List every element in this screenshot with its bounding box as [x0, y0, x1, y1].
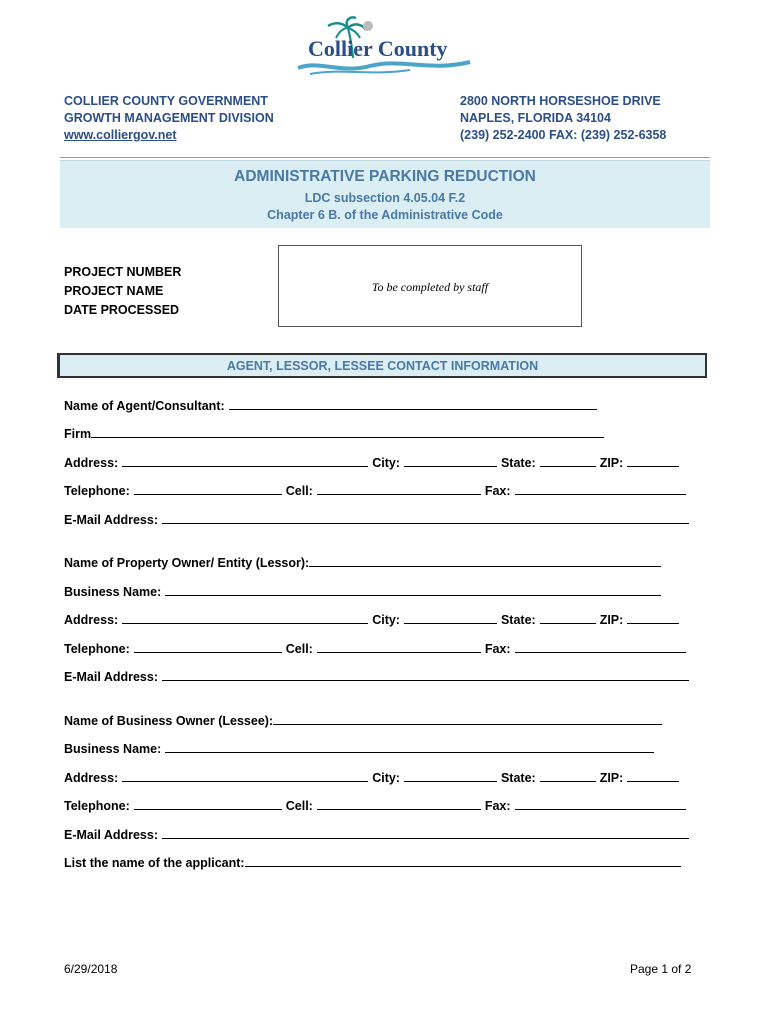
staff-box[interactable]	[278, 245, 582, 327]
header-phone: (239) 252-2400 FAX: (239) 252-6358	[460, 128, 667, 142]
lessee-name-row: Name of Business Owner (Lessee):	[64, 712, 662, 728]
project-labels	[64, 263, 181, 320]
form-subtitle-ldc: LDC subsection 4.05.04 F.2	[304, 191, 466, 205]
page-number: Page 1 of 2	[630, 962, 692, 976]
agent-phone-row: Telephone: Cell: Fax:	[64, 482, 686, 498]
logo-text: Collier County	[308, 36, 448, 61]
header-street: 2800 NORTH HORSESHOE DRIVE	[460, 94, 661, 108]
agent-address-field[interactable]	[122, 454, 368, 467]
project-name-label: PROJECT NAME	[64, 284, 164, 298]
lessee-email-row: E-Mail Address:	[64, 826, 689, 842]
applicant-field[interactable]	[245, 854, 681, 867]
lessor-zip-field[interactable]	[627, 611, 679, 624]
lessee-city-field[interactable]	[404, 769, 497, 782]
title-box	[60, 160, 710, 228]
agent-name-field[interactable]	[229, 397, 597, 410]
agent-address-row: Address: City: State: ZIP:	[64, 454, 679, 470]
lessee-email-field[interactable]	[162, 826, 689, 839]
agent-email-field[interactable]	[162, 511, 689, 524]
agent-city-field[interactable]	[404, 454, 497, 467]
divider	[60, 157, 710, 158]
staff-note: To be completed by staff	[371, 280, 489, 294]
lessor-state-field[interactable]	[540, 611, 596, 624]
firm-row: Firm	[64, 425, 604, 441]
owner-name-field[interactable]	[309, 554, 661, 567]
header-city: NAPLES, FLORIDA 34104	[460, 111, 611, 125]
agent-state-field[interactable]	[540, 454, 596, 467]
lessor-phone-row: Telephone: Cell: Fax:	[64, 640, 686, 656]
lessee-cell-field[interactable]	[317, 797, 481, 810]
agent-telephone-field[interactable]	[134, 482, 282, 495]
lessee-business-row: Business Name:	[64, 740, 654, 756]
lessee-fax-field[interactable]	[515, 797, 686, 810]
lessor-address-field[interactable]	[122, 611, 368, 624]
firm-field[interactable]	[91, 425, 604, 438]
collier-county-logo	[290, 16, 480, 80]
lessee-telephone-field[interactable]	[134, 797, 282, 810]
lessee-zip-field[interactable]	[627, 769, 679, 782]
footer-date: 6/29/2018	[64, 962, 118, 976]
lessee-state-field[interactable]	[540, 769, 596, 782]
lessee-address-field[interactable]	[122, 769, 368, 782]
applicant-row: List the name of the applicant:	[64, 854, 681, 870]
form-subtitle-code: Chapter 6 B. of the Administrative Code	[267, 208, 503, 222]
lessor-business-field[interactable]	[165, 583, 661, 596]
agent-name-row: Name of Agent/Consultant:	[64, 397, 597, 413]
lessor-cell-field[interactable]	[317, 640, 481, 653]
agent-zip-field[interactable]	[627, 454, 679, 467]
lessor-fax-field[interactable]	[515, 640, 686, 653]
lessor-email-row: E-Mail Address:	[64, 668, 689, 684]
owner-name-row: Name of Property Owner/ Entity (Lessor):	[64, 554, 661, 570]
agent-fax-field[interactable]	[515, 482, 686, 495]
lessee-phone-row: Telephone: Cell: Fax:	[64, 797, 686, 813]
header-left	[64, 93, 274, 144]
form-title: ADMINISTRATIVE PARKING REDUCTION	[234, 168, 536, 185]
agent-cell-field[interactable]	[317, 482, 481, 495]
lessee-address-row: Address: City: State: ZIP:	[64, 769, 679, 785]
project-number-label: PROJECT NUMBER	[64, 265, 182, 279]
website-link[interactable]: www.colliergov.net	[64, 128, 177, 142]
wave-icon	[298, 62, 470, 69]
lessee-business-field[interactable]	[165, 740, 654, 753]
lessor-city-field[interactable]	[404, 611, 497, 624]
date-processed-label: DATE PROCESSED	[64, 303, 180, 317]
header-right	[460, 93, 666, 144]
lessor-business-row: Business Name:	[64, 583, 661, 599]
header-org: COLLIER COUNTY GOVERNMENT	[64, 94, 268, 108]
lessee-name-field[interactable]	[273, 712, 662, 725]
lessor-address-row: Address: City: State: ZIP:	[64, 611, 679, 627]
section-header: AGENT, LESSOR, LESSEE CONTACT INFORMATION	[57, 353, 707, 378]
lessor-email-field[interactable]	[162, 668, 689, 681]
header-division: GROWTH MANAGEMENT DIVISION	[64, 111, 274, 125]
agent-email-row: E-Mail Address:	[64, 511, 689, 527]
lessor-telephone-field[interactable]	[134, 640, 282, 653]
